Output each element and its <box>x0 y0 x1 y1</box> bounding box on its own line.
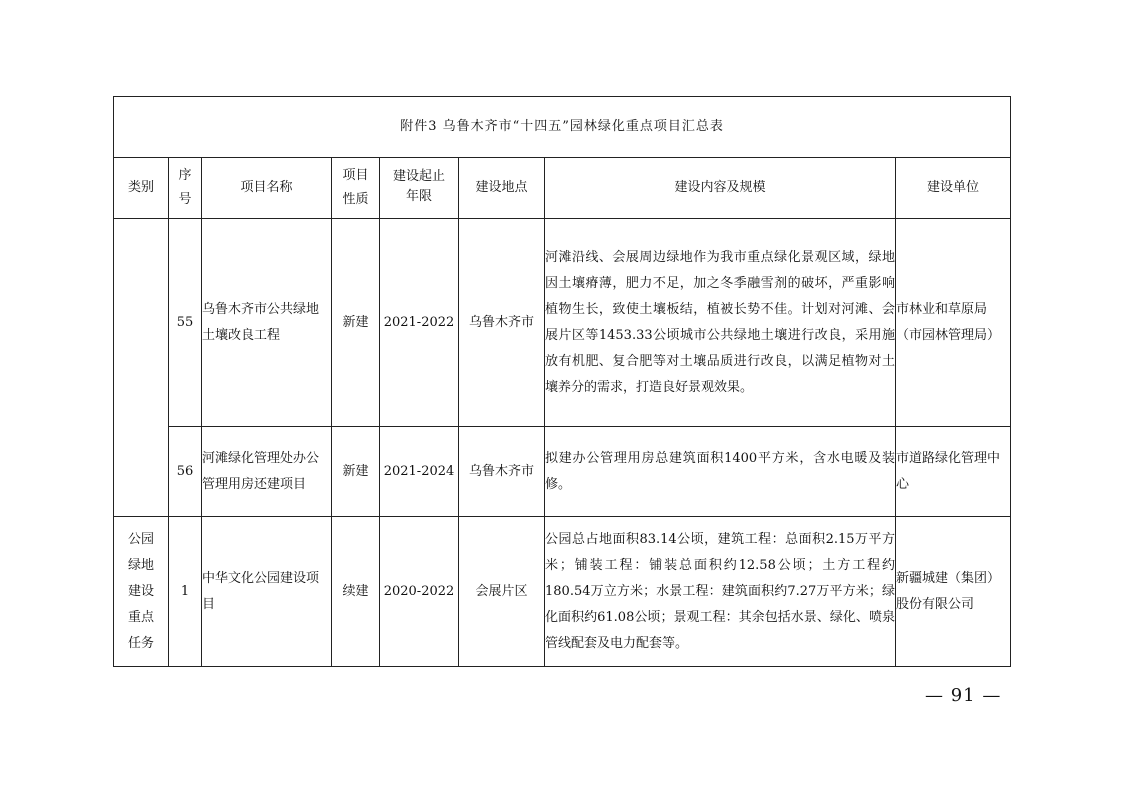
title-row <box>114 97 1011 158</box>
header-unit: 建设单位 <box>896 158 1011 219</box>
project-summary-table <box>113 96 1011 667</box>
header-content: 建设内容及规模 <box>545 158 896 219</box>
row-seq: 56 <box>169 427 202 517</box>
table-row <box>114 427 1011 517</box>
row-period: 2021-2022 <box>380 219 459 427</box>
row-seq: 1 <box>169 517 202 667</box>
row-content: 河滩沿线、会展周边绿地作为我市重点绿化景观区域，绿地因土壤瘠薄，肥力不足，加之冬季融雪剂的破坏，严重影响植物生长，致使土壤板结，植被长势不佳。计划对河滩、会展片区等1453.33公顷城市公共绿地土壤进行改良，采用施放有机肥、复合肥等对土壤品质进行改良，以满足植物对土壤养分的需求，打造良好景观效果。 <box>545 219 896 427</box>
page-number: — 91 — <box>925 685 1002 706</box>
row-nature: 新建 <box>332 427 380 517</box>
row-location: 会展片区 <box>459 517 545 667</box>
row-category <box>114 219 169 517</box>
header-category: 类别 <box>114 158 169 219</box>
row-project-name: 河滩绿化管理处办公管理用房还建项目 <box>202 427 332 517</box>
header-seq: 序号 <box>169 158 202 219</box>
row-category: 公园绿地建设重点任务 <box>114 517 169 667</box>
header-location: 建设地点 <box>459 158 545 219</box>
row-nature: 新建 <box>332 219 380 427</box>
row-unit: 市道路绿化管理中心 <box>896 427 1011 517</box>
project-summary-sheet <box>113 96 1010 667</box>
table-row <box>114 219 1011 427</box>
row-unit: 市林业和草原局（市园林管理局） <box>896 219 1011 427</box>
row-seq: 55 <box>169 219 202 427</box>
row-location: 乌鲁木齐市 <box>459 427 545 517</box>
row-period: 2021-2024 <box>380 427 459 517</box>
row-nature: 续建 <box>332 517 380 667</box>
header-nature: 项目性质 <box>332 158 380 219</box>
row-period: 2020-2022 <box>380 517 459 667</box>
table-row <box>114 517 1011 667</box>
row-project-name: 中华文化公园建设项目 <box>202 517 332 667</box>
row-content: 公园总占地面积83.14公顷，建筑工程：总面积2.15万平方米；铺装工程：铺装总面积约12.58公顷；土方工程约180.54万立方米；水景工程：建筑面积约7.27万平方米；绿化面积约61.08公顷；景观工程：其余包括水景、绿化、喷泉管线配套及电力配套等。 <box>545 517 896 667</box>
row-location: 乌鲁木齐市 <box>459 219 545 427</box>
row-project-name: 乌鲁木齐市公共绿地土壤改良工程 <box>202 219 332 427</box>
header-period: 建设起止年限 <box>380 158 459 219</box>
header-row <box>114 158 1011 219</box>
document-title: 附件3 乌鲁木齐市“十四五”园林绿化重点项目汇总表 <box>114 97 1011 158</box>
row-content: 拟建办公管理用房总建筑面积1400平方米，含水电暖及装修。 <box>545 427 896 517</box>
row-unit: 新疆城建（集团）股份有限公司 <box>896 517 1011 667</box>
header-name: 项目名称 <box>202 158 332 219</box>
